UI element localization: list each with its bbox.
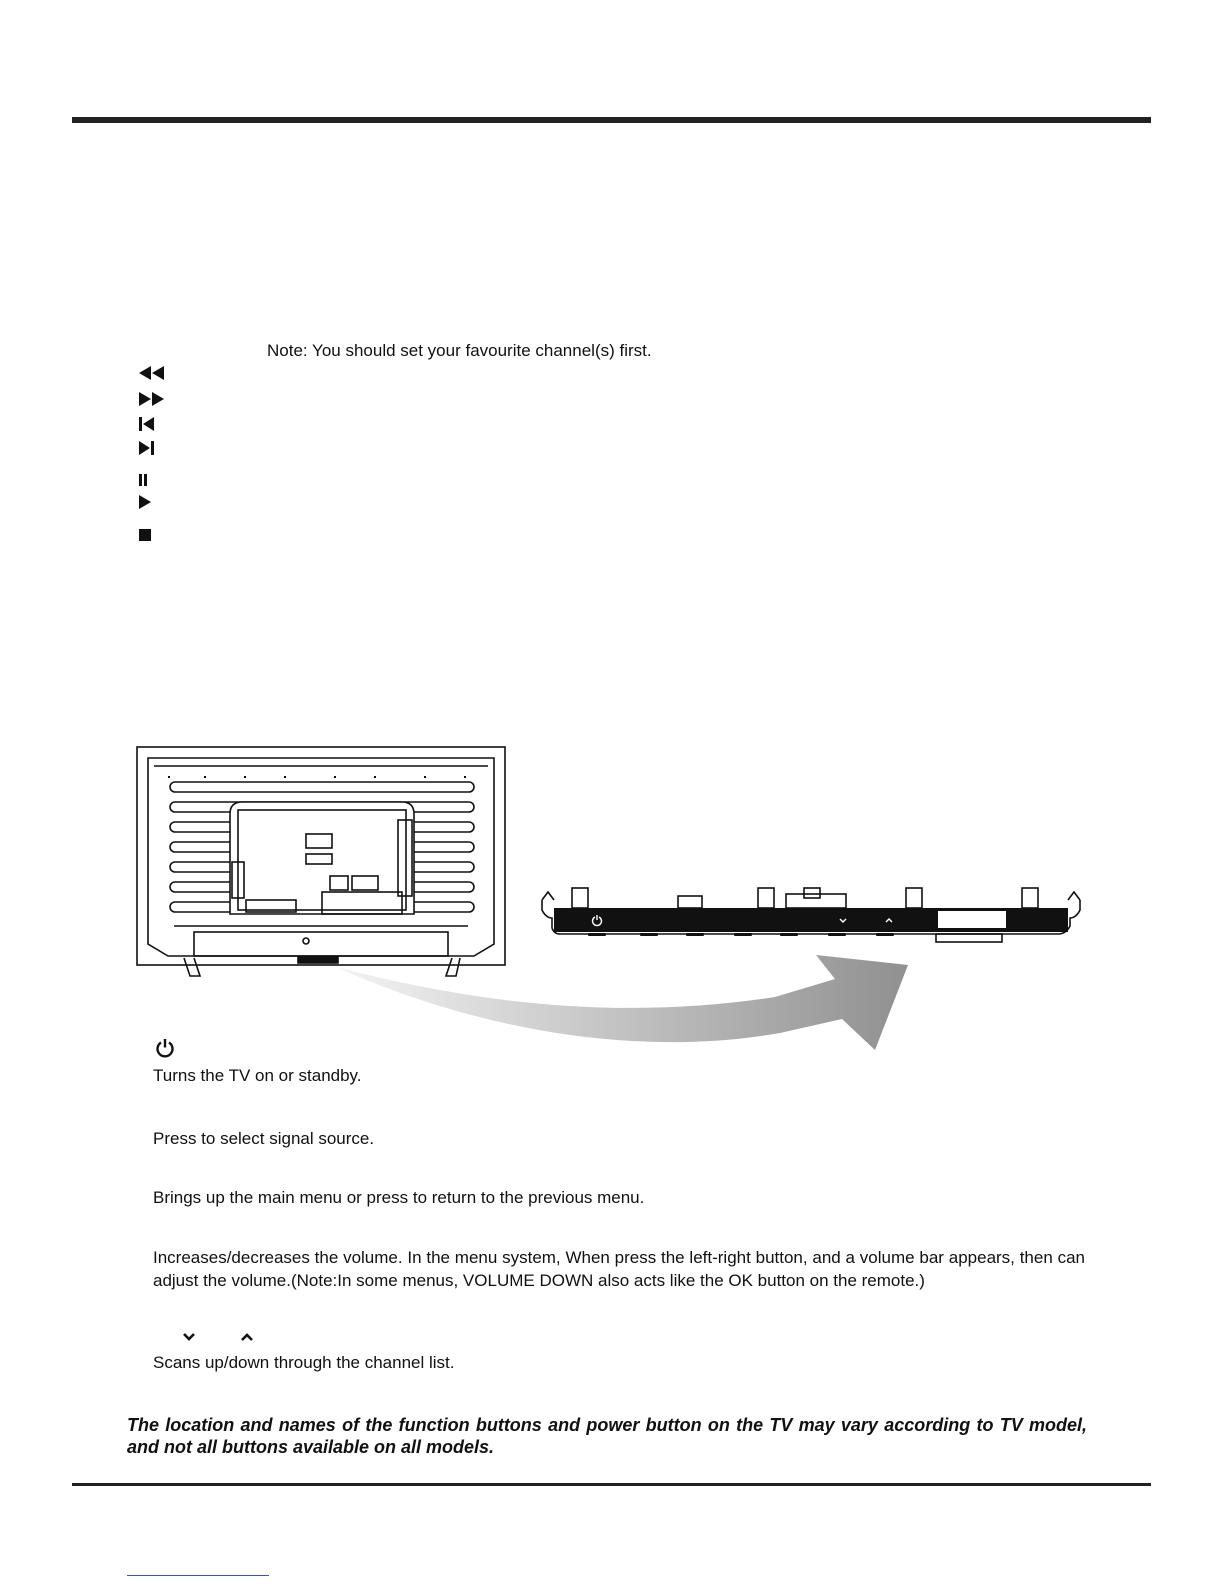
fast-forward-icon bbox=[138, 392, 166, 406]
next-icon bbox=[138, 441, 156, 455]
pointer-arrow bbox=[330, 955, 920, 1065]
chevron-up-icon bbox=[240, 1332, 254, 1342]
volume-description: Increases/decreases the volume. In the menu system, When press the left-right button, and a volume bar appears, then can adjust the volume.(Note:In some menus, VOLUME DOWN also acts like the OK button on the remote.) bbox=[153, 1248, 1085, 1290]
chevron-down-icon bbox=[182, 1332, 196, 1342]
link-underline bbox=[127, 1575, 269, 1576]
tv-control-panel-illustration bbox=[538, 884, 1084, 948]
menu-description: Brings up the main menu or press to return to the previous menu. bbox=[153, 1188, 645, 1207]
previous-icon bbox=[138, 417, 156, 431]
stop-icon bbox=[138, 528, 152, 542]
play-icon bbox=[138, 495, 152, 509]
favourite-note: Note: You should set your favourite channel(s) first. bbox=[267, 341, 652, 360]
top-rule bbox=[72, 117, 1151, 123]
tv-rear-illustration bbox=[134, 744, 508, 980]
rewind-icon bbox=[138, 366, 166, 380]
bottom-rule bbox=[72, 1483, 1151, 1486]
source-description: Press to select signal source. bbox=[153, 1129, 375, 1148]
power-description: Turns the TV on or standby. bbox=[153, 1066, 362, 1085]
channel-description: Scans up/down through the channel list. bbox=[153, 1353, 455, 1372]
power-icon bbox=[155, 1038, 175, 1058]
pause-icon bbox=[138, 474, 150, 486]
footer-note: The location and names of the function buttons and power button on the TV may vary according to TV model, and not all buttons available on all models. bbox=[127, 1415, 1087, 1457]
